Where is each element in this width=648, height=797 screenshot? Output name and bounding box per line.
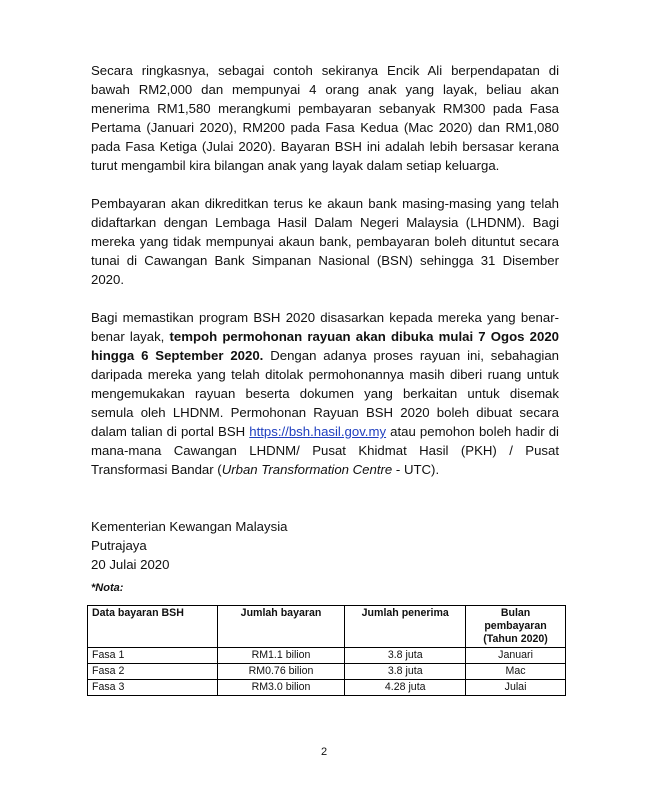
table-cell: 4.28 juta	[345, 680, 466, 696]
table-cell: RM3.0 bilion	[217, 680, 345, 696]
table-header-row	[88, 606, 566, 648]
document-body	[91, 61, 559, 574]
bsh-portal-link[interactable]: https://bsh.hasil.gov.my	[249, 424, 387, 439]
table-header-cell: Data bayaran BSH	[88, 606, 218, 648]
appeal-period-bold: tempoh permohonan rayuan akan dibuka mulai 7 Ogos 2020 hingga 6 September 2020.	[91, 329, 559, 363]
signature-date: 20 Julai 2020	[91, 557, 170, 572]
table-header-cell: Bulan pembayaran (Tahun 2020)	[466, 606, 566, 648]
signature-place: Putrajaya	[91, 538, 147, 553]
paragraph-appeal	[91, 308, 559, 479]
table-row	[88, 680, 566, 696]
paragraph-example: Secara ringkasnya, sebagai contoh sekiranya Encik Ali berpendapatan di bawah RM2,000 dan mempunyai 4 orang anak yang layak, beliau akan menerima RM1,580 merangkumi pembayaran sebanyak RM300 pada Fasa Pertama (Januari 2020), RM200 pada Fasa Kedua (Mac 2020) dan RM1,080 pada Fasa Ketiga (Julai 2020). Bayaran BSH ini adalah lebih bersasar kerana turut mengambil kira bilangan anak yang layak dalam setiap keluarga.	[91, 63, 559, 173]
table-cell: Mac	[466, 664, 566, 680]
table-cell: Fasa 2	[88, 664, 218, 680]
table-header-cell: Jumlah bayaran	[217, 606, 345, 648]
table-cell: Julai	[466, 680, 566, 696]
table-cell: RM1.1 bilion	[217, 648, 345, 664]
appeal-text-3: atau pemohon boleh hadir di mana-mana Cawangan LHDNM/ Pusat Khidmat Hasil (PKH) / Pusat Transformasi Bandar (	[91, 424, 559, 477]
table-cell: 3.8 juta	[345, 664, 466, 680]
table-cell: Fasa 1	[88, 648, 218, 664]
table-row	[88, 648, 566, 664]
table-cell: Januari	[466, 648, 566, 664]
nota-label: *Nota:	[91, 582, 124, 594]
table-cell: RM0.76 bilion	[217, 664, 345, 680]
utc-italic: Urban Transformation Centre	[221, 462, 393, 477]
table-cell: 3.8 juta	[345, 648, 466, 664]
bsh-payment-table	[87, 605, 566, 696]
appeal-text-4: - UTC).	[392, 462, 440, 477]
signature-org: Kementerian Kewangan Malaysia	[91, 519, 288, 534]
appeal-text-2: Dengan adanya proses rayuan ini, sebahagian daripada mereka yang telah ditolak permohonannya masih diberi ruang untuk mengemukakan rayuan beserta dokumen yang berkaitan untuk disemak semula oleh LHDNM. Permohonan Rayuan BSH 2020 boleh dibuat secara dalam talian di portal BSH	[91, 348, 559, 439]
paragraph-payment: Pembayaran akan dikreditkan terus ke akaun bank masing-masing yang telah didaftarkan dengan Lembaga Hasil Dalam Negeri Malaysia (LHDNM). Bagi mereka yang tidak mempunyai akaun bank, pembayaran boleh dituntut secara tunai di Cawangan Bank Simpanan Nasional (BSN) sehingga 31 Disember 2020.	[91, 196, 559, 287]
signature-block	[91, 517, 559, 574]
table-row	[88, 664, 566, 680]
table-header-cell: Jumlah penerima	[345, 606, 466, 648]
appeal-text-1: Bagi memastikan program BSH 2020 disasarkan kepada mereka yang benar-benar layak,	[91, 310, 559, 344]
table-cell: Fasa 3	[88, 680, 218, 696]
page-number: 2	[320, 746, 328, 758]
